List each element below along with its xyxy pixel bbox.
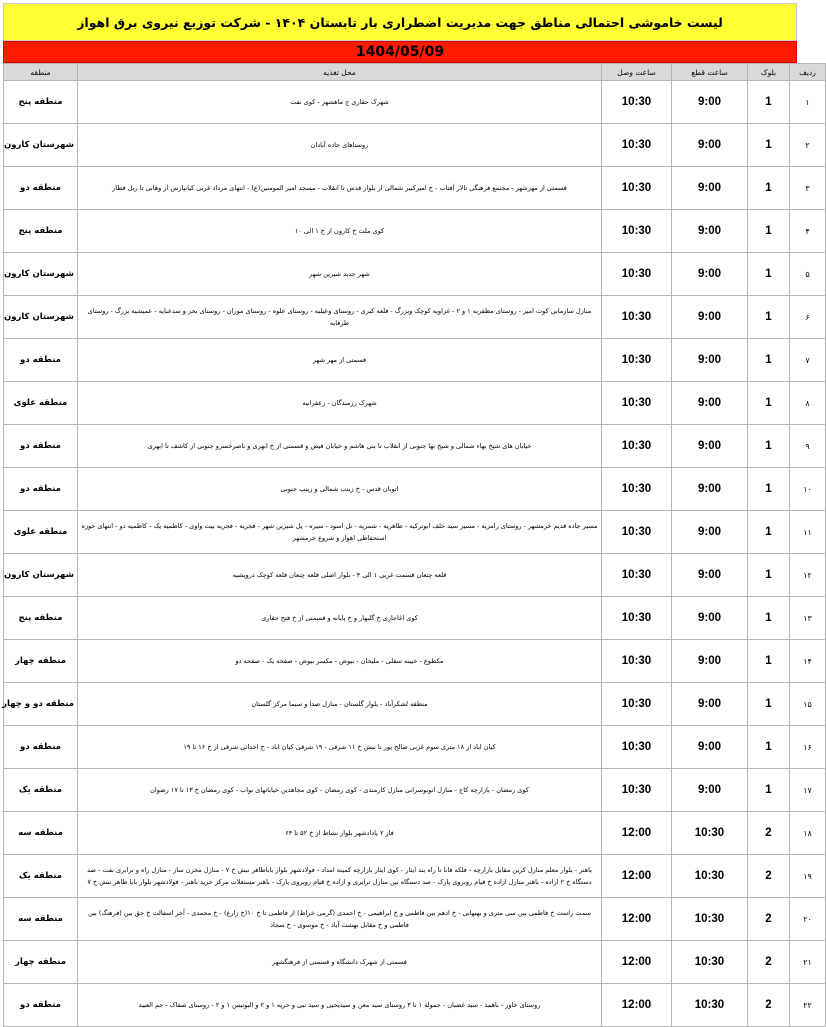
cut-time-cell: 9:00	[672, 425, 748, 468]
region-cell: منطقه دو	[4, 425, 78, 468]
table-row	[4, 898, 826, 941]
row-number-cell: ۴	[790, 210, 826, 253]
table-row	[4, 683, 826, 726]
location-cell: منازل سازمانی کوت امیر - روستای مظفریه ۱ و ۲ - غزاویه کوچک وبزرگ - قلعه کبری - روستای وعیلیه - روستای علوه - روستای موران - روستای بحر و سدعنایه - عمیشیه بزرگ - روستای طرفایه	[78, 296, 602, 339]
connect-time-cell: 12:00	[602, 941, 672, 984]
block-cell: 1	[748, 554, 790, 597]
cut-time-cell: 9:00	[672, 296, 748, 339]
table-row	[4, 597, 826, 640]
location-cell: کیان اباد از ۱۸ متری سوم غربی صالح پور تا نبش خ ۱۱ شرقی - ۱۹ شرقی کیان اباد - خ احداثی شرقی از خ ۱۶ تا ۱۹	[78, 726, 602, 769]
block-cell: 1	[748, 124, 790, 167]
table-row	[4, 81, 826, 124]
block-cell: 1	[748, 726, 790, 769]
region-cell: منطقه دو	[4, 726, 78, 769]
outage-table	[3, 63, 826, 1027]
table-row	[4, 425, 826, 468]
location-cell: خیابان های شیخ بهاء شمالی و شیخ بها جنوبی از انقلاب تا بنی هاشم و خیابان فیض و قسمتی از خ ابهری و ناصرخسرو جنوبی از کاشف تا ابهری	[78, 425, 602, 468]
region-cell: منطقه پنج	[4, 210, 78, 253]
connect-time-cell: 10:30	[602, 554, 672, 597]
block-cell: 1	[748, 425, 790, 468]
table-row	[4, 726, 826, 769]
region-cell: منطقه دو	[4, 167, 78, 210]
connect-time-cell: 10:30	[602, 296, 672, 339]
location-cell: کوی ملت خ کارون از خ ۱ الی ۱۰	[78, 210, 602, 253]
row-number-cell: ۲	[790, 124, 826, 167]
region-cell: منطقه علوی	[4, 382, 78, 425]
block-cell: 2	[748, 898, 790, 941]
location-cell: شهرک رزمندگان - زعفرانیه	[78, 382, 602, 425]
block-cell: 2	[748, 855, 790, 898]
header-connect-time: ساعت وصل	[602, 64, 672, 81]
row-number-cell: ۱۵	[790, 683, 826, 726]
region-cell: منطقه دو	[4, 984, 78, 1027]
table-row	[4, 855, 826, 898]
location-cell: قسمتی از مهر شهر	[78, 339, 602, 382]
row-number-cell: ۳	[790, 167, 826, 210]
cut-time-cell: 9:00	[672, 769, 748, 812]
row-number-cell: ۱۲	[790, 554, 826, 597]
cut-time-cell: 9:00	[672, 597, 748, 640]
region-cell: منطقه سه	[4, 898, 78, 941]
region-cell: شهرستان کارون	[4, 296, 78, 339]
cut-time-cell: 9:00	[672, 81, 748, 124]
row-number-cell: ۱۸	[790, 812, 826, 855]
row-number-cell: ۱۳	[790, 597, 826, 640]
block-cell: 1	[748, 640, 790, 683]
region-cell: منطقه سه	[4, 812, 78, 855]
region-cell: شهرستان کارون	[4, 554, 78, 597]
header-row-number: ردیف	[790, 64, 826, 81]
table-body	[4, 81, 826, 1027]
cut-time-cell: 10:30	[672, 898, 748, 941]
block-cell: 1	[748, 468, 790, 511]
block-cell: 1	[748, 769, 790, 812]
location-cell: روستاهای جاده آبادان	[78, 124, 602, 167]
schedule-date: 1404/05/09	[3, 41, 797, 63]
connect-time-cell: 10:30	[602, 210, 672, 253]
table-row	[4, 511, 826, 554]
table-row	[4, 124, 826, 167]
region-cell: منطقه دو	[4, 468, 78, 511]
table-row	[4, 382, 826, 425]
location-cell: شهرک حقاری ج ماهشهر - کوی نفت	[78, 81, 602, 124]
block-cell: 2	[748, 812, 790, 855]
block-cell: 1	[748, 511, 790, 554]
block-cell: 1	[748, 382, 790, 425]
row-number-cell: ۵	[790, 253, 826, 296]
region-cell: منطقه چهار	[4, 941, 78, 984]
table-row	[4, 984, 826, 1027]
header-region: منطقه	[4, 64, 78, 81]
location-cell: باهنر - بلوار معلم منازل کرین مقابل بازارچه - فلکه فانا تا راه بند ایثار - کوی ایثار بازارچه کمیته امداد - فولادشهر بلوار باباطاهر نبش خ ۷ - منازل مخزن ساز - منازل راه و ترابری نفت - صد دستگاه خ ۲ ازاده - باهنر منازل ازاده خ قیام روبروی پارک - صد دستگاه بین منازل ترابری و ازاده خ قیام روبروی پارک - باهنر مستغلات مرکز خرید باهنر - فولادشهر بلوار بابا طاهر نبش خ ۷	[78, 855, 602, 898]
cut-time-cell: 10:30	[672, 812, 748, 855]
row-number-cell: ۲۰	[790, 898, 826, 941]
connect-time-cell: 10:30	[602, 511, 672, 554]
table-row	[4, 941, 826, 984]
cut-time-cell: 9:00	[672, 554, 748, 597]
connect-time-cell: 12:00	[602, 812, 672, 855]
cut-time-cell: 9:00	[672, 210, 748, 253]
region-cell: منطقه دو و چهار	[4, 683, 78, 726]
connect-time-cell: 10:30	[602, 640, 672, 683]
cut-time-cell: 9:00	[672, 640, 748, 683]
row-number-cell: ۱۷	[790, 769, 826, 812]
cut-time-cell: 10:30	[672, 984, 748, 1027]
row-number-cell: ۹	[790, 425, 826, 468]
row-number-cell: ۶	[790, 296, 826, 339]
table-row	[4, 812, 826, 855]
region-cell: شهرستان کارون	[4, 124, 78, 167]
row-number-cell: ۲۲	[790, 984, 826, 1027]
connect-time-cell: 10:30	[602, 167, 672, 210]
region-cell: منطقه یک	[4, 769, 78, 812]
header-cut-time: ساعت قطع	[672, 64, 748, 81]
connect-time-cell: 12:00	[602, 855, 672, 898]
connect-time-cell: 10:30	[602, 726, 672, 769]
location-cell: کوی اغاجاری خ گلبهار و خ پایانه و قسمتی از خ فتح حقاری	[78, 597, 602, 640]
region-cell: منطقه دو	[4, 339, 78, 382]
location-cell: کوی رمضان - بازارچه کاج - منازل اتوبوسرانی منازل کارمندی - کوی رمضان - کوی مجاهدین خیابانهای نواب - کوی رمضان خ ۱۳ تا ۱۷ رضوان	[78, 769, 602, 812]
block-cell: 2	[748, 941, 790, 984]
table-row	[4, 640, 826, 683]
location-cell: مسیر جاده قدیم خرمشهر - روستای رامزیه - مسیر سید خلف ابوترکیه - طاهریه - شمریه - تل اسود - سیره - پل شیرین شهر - فجریه - فجریه بیت واوی - کاظمیه یک - کاظمیه دو - انتهای حوزه استحفاظی اهواز و شروع خرمشهر	[78, 511, 602, 554]
header-location: محل تغذیه	[78, 64, 602, 81]
location-cell: سمت راست خ فاطمی بین سی متری و بهبهانی - خ ادهم بین فاطمی و خ ابراهیمی - خ احمدی (گرمی خراط) از فاطمی تا خ ۱۰(خ زارع) - خ محمدی - آخر اسفالت خ حق بین (فرهنگ) بین فاطمی و خ مقابل بهشت آباد - خ موسوی - خ سجاد	[78, 898, 602, 941]
region-cell: منطقه چهار	[4, 640, 78, 683]
header-block: بلوک	[748, 64, 790, 81]
connect-time-cell: 10:30	[602, 769, 672, 812]
location-cell: اتوبان قدس - خ زینب شمالی و زینب جنوبی	[78, 468, 602, 511]
block-cell: 1	[748, 81, 790, 124]
table-row	[4, 339, 826, 382]
cut-time-cell: 9:00	[672, 726, 748, 769]
row-number-cell: ۷	[790, 339, 826, 382]
cut-time-cell: 9:00	[672, 253, 748, 296]
location-cell: مکطوع - خیینه سفلی - ملیحان - بیوض - مکسر بیوض - صفحه یک - صفحه دو	[78, 640, 602, 683]
row-number-cell: ۱۱	[790, 511, 826, 554]
connect-time-cell: 10:30	[602, 597, 672, 640]
location-cell: فاز ۲ پادادشهر بلوار نشاط از خ ۵۲ تا ۶۴	[78, 812, 602, 855]
document-title: لیست خاموشی احتمالی مناطق جهت مدیریت اضطراری بار تابستان ۱۴۰۴ - شرکت توزیع نیروی برق اهواز	[3, 3, 797, 41]
location-cell: روستای خاور - باهمذ - سید غضبان - حمولة ۱ تا ۳ روستای سید معن و سیدیحیی و سید نبی و حریه ۱ و ۲ و البوتیس ۱ و ۲ - روستای صفاک - جم العبید	[78, 984, 602, 1027]
connect-time-cell: 12:00	[602, 984, 672, 1027]
table-row	[4, 296, 826, 339]
block-cell: 1	[748, 167, 790, 210]
connect-time-cell: 10:30	[602, 382, 672, 425]
region-cell: منطقه یک	[4, 855, 78, 898]
location-cell: قلعه چنعان قسمت غربی ۱ الی ۴ - بلوار اصلی قلعه چنعان قلعه کوچک دروپشیه	[78, 554, 602, 597]
table-row	[4, 554, 826, 597]
connect-time-cell: 10:30	[602, 468, 672, 511]
block-cell: 1	[748, 253, 790, 296]
location-cell: منطقه لشکرآباد - بلوار گلستان - منازل صدا و سیما مرکز گلستان	[78, 683, 602, 726]
location-cell: قسمتی از شهرک دانشگاه و قسمتی از فرهنگشهر	[78, 941, 602, 984]
cut-time-cell: 9:00	[672, 683, 748, 726]
connect-time-cell: 10:30	[602, 339, 672, 382]
connect-time-cell: 10:30	[602, 81, 672, 124]
connect-time-cell: 10:30	[602, 425, 672, 468]
location-cell: شهر جدید شیرین شهر	[78, 253, 602, 296]
cut-time-cell: 10:30	[672, 855, 748, 898]
cut-time-cell: 9:00	[672, 339, 748, 382]
region-cell: شهرستان کارون	[4, 253, 78, 296]
connect-time-cell: 10:30	[602, 253, 672, 296]
block-cell: 1	[748, 339, 790, 382]
connect-time-cell: 10:30	[602, 683, 672, 726]
table-header-row	[4, 64, 826, 81]
block-cell: 1	[748, 683, 790, 726]
table-row	[4, 253, 826, 296]
cut-time-cell: 9:00	[672, 382, 748, 425]
connect-time-cell: 10:30	[602, 124, 672, 167]
row-number-cell: ۲۱	[790, 941, 826, 984]
connect-time-cell: 12:00	[602, 898, 672, 941]
row-number-cell: ۱۹	[790, 855, 826, 898]
table-row	[4, 769, 826, 812]
cut-time-cell: 9:00	[672, 167, 748, 210]
row-number-cell: ۱۰	[790, 468, 826, 511]
block-cell: 1	[748, 210, 790, 253]
row-number-cell: ۱۴	[790, 640, 826, 683]
row-number-cell: ۱۶	[790, 726, 826, 769]
cut-time-cell: 10:30	[672, 941, 748, 984]
table-row	[4, 210, 826, 253]
block-cell: 1	[748, 296, 790, 339]
row-number-cell: ۸	[790, 382, 826, 425]
region-cell: منطقه پنج	[4, 81, 78, 124]
region-cell: منطقه پنج	[4, 597, 78, 640]
table-row	[4, 167, 826, 210]
block-cell: 1	[748, 597, 790, 640]
region-cell: منطقه علوی	[4, 511, 78, 554]
cut-time-cell: 9:00	[672, 511, 748, 554]
cut-time-cell: 9:00	[672, 468, 748, 511]
cut-time-cell: 9:00	[672, 124, 748, 167]
location-cell: قسمتی از مهرشهر - مجتمع فرهنگی تالار آفتاب - خ امیرکبیر شمالی از بلوار قدس تا انقلاب - مسجد امیر المومنین(ع) - انتهای مرداد غربی کیانپارس از وهابی تا ریل قطار	[78, 167, 602, 210]
block-cell: 2	[748, 984, 790, 1027]
row-number-cell: ۱	[790, 81, 826, 124]
table-row	[4, 468, 826, 511]
